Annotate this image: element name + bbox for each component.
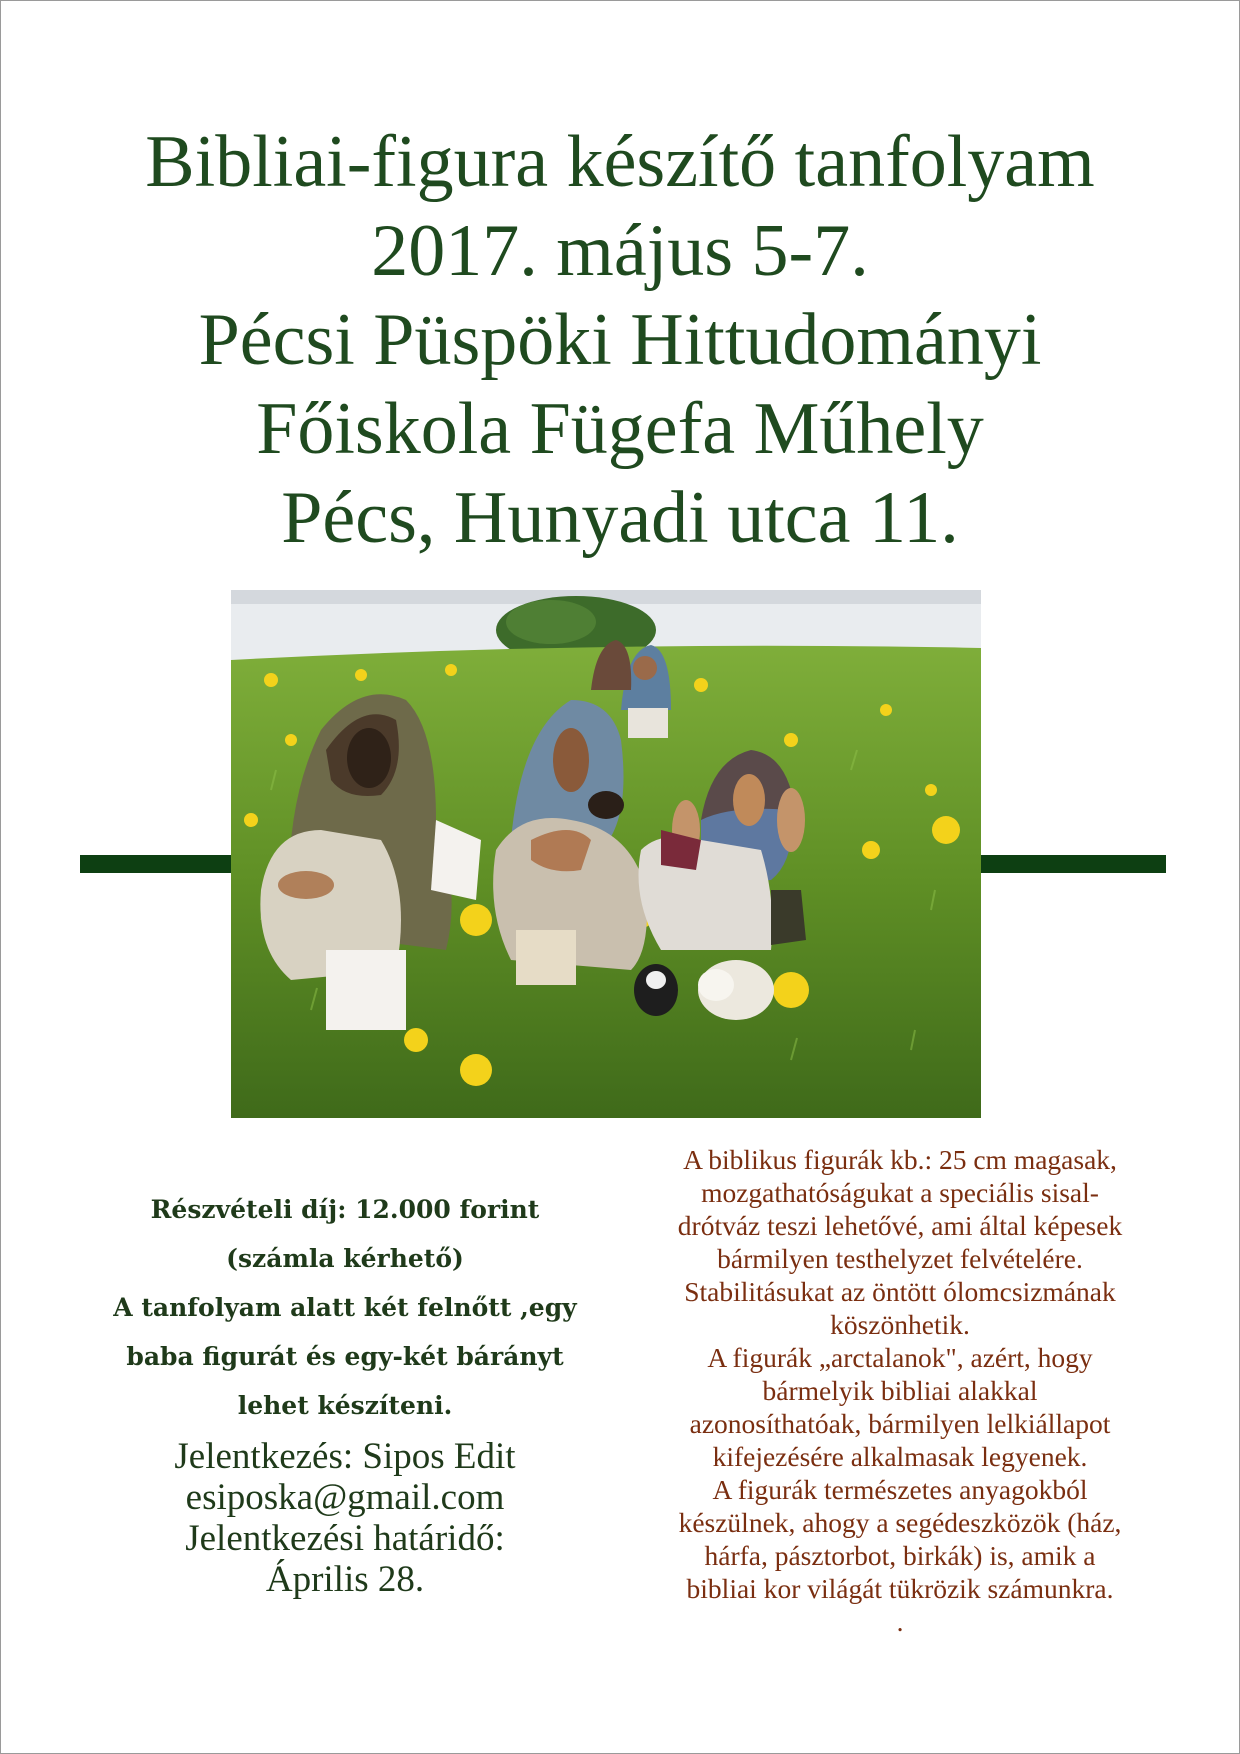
description-line: A biblikus figurák kb.: 25 cm magasak, <box>683 1144 1117 1175</box>
registration-contact: Jelentkezés: Sipos Edit <box>174 1436 516 1477</box>
fee-description-line: lehet készíteni. <box>237 1391 453 1420</box>
registration-deadline-date: Április 28. <box>265 1559 425 1600</box>
description-line: mozgathatóságukat a speciális sisal- <box>701 1177 1099 1208</box>
description-line: drótváz teszi lehetővé, ami által képesek <box>677 1210 1123 1241</box>
title-line-course: Bibliai-figura készítő tanfolyam <box>145 121 1095 203</box>
title-line-address: Pécs, Hunyadi utca 11. <box>281 477 959 559</box>
description-line: bibliai kor világát tükrözik számunkra. <box>686 1573 1114 1604</box>
description-line: A figurák „arctalanok", azért, hogy <box>707 1342 1093 1373</box>
fee-details <box>60 1185 630 1430</box>
fee-description-line: baba figurát és egy-két bárányt <box>126 1342 564 1371</box>
registration-email[interactable]: esiposka@gmail.com <box>185 1477 505 1518</box>
title-line-date: 2017. május 5-7. <box>371 210 869 292</box>
left-divider <box>80 855 232 873</box>
description-line: bármelyik bibliai alakkal <box>762 1375 1038 1406</box>
title-line-institution: Pécsi Püspöki Hittudományi <box>198 299 1042 381</box>
poster-title <box>0 118 1240 563</box>
description-line: bármilyen testhelyzet felvételére. <box>717 1243 1083 1274</box>
fee-price: Részvételi díj: 12.000 forint <box>150 1195 540 1224</box>
right-divider <box>980 855 1166 873</box>
description-line: készülnek, ahogy a segédeszközök (ház, <box>678 1507 1122 1538</box>
biblical-figures-photo <box>231 590 981 1118</box>
description-line: . <box>896 1606 904 1637</box>
description-line: A figurák természetes anyagokból <box>712 1474 1088 1505</box>
description-line: kifejezésére alkalmasak legyenek. <box>712 1441 1088 1472</box>
description-line: hárfa, pásztorbot, birkák) is, amik a <box>704 1540 1096 1571</box>
figure-description <box>630 1143 1170 1638</box>
fee-description-line: A tanfolyam alatt két felnőtt ,egy <box>113 1293 577 1322</box>
course-info <box>60 1185 630 1600</box>
description-line: azonosíthatóak, bármilyen lelkiállapot <box>689 1408 1111 1439</box>
title-line-workshop: Főiskola Fügefa Műhely <box>256 388 984 470</box>
description-line: Stabilitásukat az öntött ólomcsizmának <box>684 1276 1116 1307</box>
description-line: köszönhetik. <box>830 1309 970 1340</box>
fee-invoice: (számla kérhető) <box>226 1244 464 1273</box>
registration-deadline-label: Jelentkezési határidő: <box>185 1518 505 1559</box>
photo-illustration <box>231 590 981 1118</box>
registration-info <box>60 1436 630 1600</box>
